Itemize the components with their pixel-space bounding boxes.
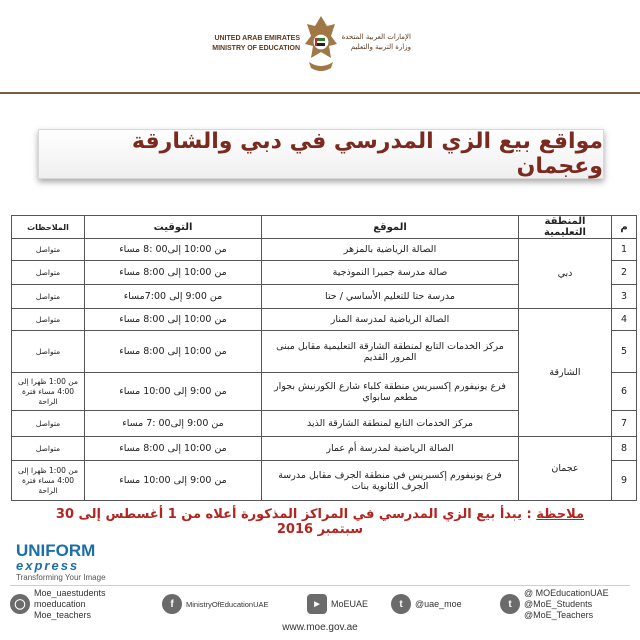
ministry-name-en: MINISTRY OF EDUCATION bbox=[212, 45, 300, 52]
instagram-handle[interactable]: Moe_teachers bbox=[34, 609, 92, 620]
note-text: : يبدأ بيع الزي المدرسي في المراكز المذكورة أعلاه من 1 أغسطس إلى 30 سبتمبر 2016 bbox=[55, 507, 532, 537]
uae-emblem-icon bbox=[301, 12, 341, 76]
ministry-name-english bbox=[210, 34, 300, 54]
title-banner bbox=[38, 129, 604, 179]
website-link[interactable]: www.moe.gov.ae bbox=[282, 622, 358, 633]
cell-time: من 10:00 إلى 8:00 مساء bbox=[85, 261, 262, 285]
instagram-group[interactable] bbox=[10, 586, 106, 622]
cell-number: 5 bbox=[612, 331, 637, 373]
cell-location: مركز الخدمات التابع لمنطقة الشارقة الذيد bbox=[262, 411, 519, 437]
twitter-icon: t bbox=[391, 594, 411, 614]
cell-note: متواصل bbox=[12, 309, 85, 331]
header-number: م bbox=[612, 216, 637, 239]
twitter-icon: t bbox=[500, 594, 520, 614]
cell-number: 1 bbox=[612, 239, 637, 261]
twitter-handle[interactable]: @MoE_Teachers bbox=[524, 609, 594, 620]
facebook-icon: f bbox=[162, 594, 182, 614]
instagram-icon: ◯ bbox=[10, 594, 30, 614]
cell-number: 7 bbox=[612, 411, 637, 437]
cell-time: من 9:00 إلى 10:00 مساء bbox=[85, 373, 262, 411]
cell-time: من 9:00 إلى 7:00مساء bbox=[85, 285, 262, 309]
cell-number: 2 bbox=[612, 261, 637, 285]
uniform-express-logo bbox=[16, 541, 126, 582]
cell-time: من 10:00 إلى 8:00 مساء bbox=[85, 437, 262, 461]
cell-location: الصالة الرياضية بالمزهر bbox=[262, 239, 519, 261]
social-footer bbox=[10, 585, 630, 622]
country-name-en: UNITED ARAB EMIRATES bbox=[214, 35, 300, 42]
cell-time: من 10:00 إلى 8:00 مساء bbox=[85, 331, 262, 373]
cell-region-sharjah: الشارقة bbox=[519, 309, 612, 437]
cell-location: فرع يونيفورم إكسبريس في منطقة الجرف مقابل مدرسة الجرف الثانوية بنات bbox=[262, 461, 519, 501]
ministry-name-arabic bbox=[341, 32, 411, 52]
cell-region-dubai: دبي bbox=[519, 239, 612, 309]
twitter-handle[interactable]: @MoE_Students bbox=[524, 598, 593, 609]
facebook-handle[interactable]: MinistryOfEducationUAE bbox=[186, 599, 269, 609]
twitter-single-group[interactable] bbox=[391, 586, 462, 622]
logo-tagline: Transforming Your Image bbox=[16, 573, 106, 582]
logo-uniform: UNIFORM bbox=[16, 541, 96, 560]
cell-note: متواصل bbox=[12, 437, 85, 461]
cell-location: الصالة الرياضية لمدرسة أم عمار bbox=[262, 437, 519, 461]
facebook-group[interactable] bbox=[162, 586, 269, 622]
cell-note: متواصل bbox=[12, 261, 85, 285]
header-timing: التوقيت bbox=[85, 216, 262, 239]
cell-note: متواصل bbox=[12, 239, 85, 261]
cell-note: من 1:00 ظهرا إلى 4:00 مساء فترة الراحة bbox=[12, 373, 85, 411]
cell-note: متواصل bbox=[12, 331, 85, 373]
twitter-handle[interactable]: @ MOEducationUAE bbox=[524, 587, 609, 598]
note-label: ملاحظة bbox=[536, 507, 585, 522]
youtube-handle[interactable]: MoEUAE bbox=[331, 598, 369, 609]
cell-region-ajman: عجمان bbox=[519, 437, 612, 501]
instagram-handle[interactable]: moeducation bbox=[34, 598, 86, 609]
table-row bbox=[12, 309, 637, 331]
cell-location: مدرسة حتا للتعليم الأساسي / حتا bbox=[262, 285, 519, 309]
cell-location: مركز الخدمات التابع لمنطقة الشارقة التعليمية مقابل مبنى المرور القديم bbox=[262, 331, 519, 373]
cell-location: الصالة الرياضية لمدرسة المنار bbox=[262, 309, 519, 331]
twitter-group[interactable] bbox=[500, 586, 609, 622]
cell-number: 9 bbox=[612, 461, 637, 501]
cell-note: من 1:00 ظهرا إلى 4:00 مساء فترة الراحة bbox=[12, 461, 85, 501]
cell-location: فرع يونيفورم إكسبريس منطقة كلباء شارع الكورنيش بجوار مطعم سابواي bbox=[262, 373, 519, 411]
header-location: الموقع bbox=[262, 216, 519, 239]
youtube-icon: ▶ bbox=[307, 594, 327, 614]
table-row bbox=[12, 239, 637, 261]
cell-time: من 9:00 إلى 10:00 مساء bbox=[85, 461, 262, 501]
cell-number: 8 bbox=[612, 437, 637, 461]
header-notes: الملاحظات bbox=[12, 216, 85, 239]
twitter-handle[interactable]: @uae_moe bbox=[415, 598, 462, 609]
country-name-ar: الإمارات العربية المتحدة bbox=[341, 33, 411, 41]
cell-note: متواصل bbox=[12, 411, 85, 437]
header-divider bbox=[0, 92, 640, 94]
header-region: المنطقة التعليمية bbox=[519, 216, 612, 239]
instagram-handle[interactable]: Moe_uaestudents bbox=[34, 587, 106, 598]
cell-location: صالة مدرسة جميرا النموذجية bbox=[262, 261, 519, 285]
logo-express: express bbox=[16, 558, 80, 573]
cell-number: 3 bbox=[612, 285, 637, 309]
cell-number: 6 bbox=[612, 373, 637, 411]
header bbox=[0, 0, 640, 92]
sale-period-note bbox=[40, 507, 600, 537]
ministry-name-ar: وزارة التربية والتعليم bbox=[350, 43, 411, 51]
cell-time: من 10:00 إلى00 :8 مساء bbox=[85, 239, 262, 261]
schedule-table bbox=[11, 215, 637, 501]
cell-note: متواصل bbox=[12, 285, 85, 309]
youtube-group[interactable] bbox=[307, 586, 368, 622]
cell-time: من 10:00 إلى 8:00 مساء bbox=[85, 309, 262, 331]
page-title: مواقع بيع الزي المدرسي في دبي والشارقة وعجمان bbox=[131, 129, 603, 179]
cell-number: 4 bbox=[612, 309, 637, 331]
table-header-row bbox=[12, 216, 637, 239]
table-row bbox=[12, 437, 637, 461]
cell-time: من 9:00 إلى00 :7 مساء bbox=[85, 411, 262, 437]
